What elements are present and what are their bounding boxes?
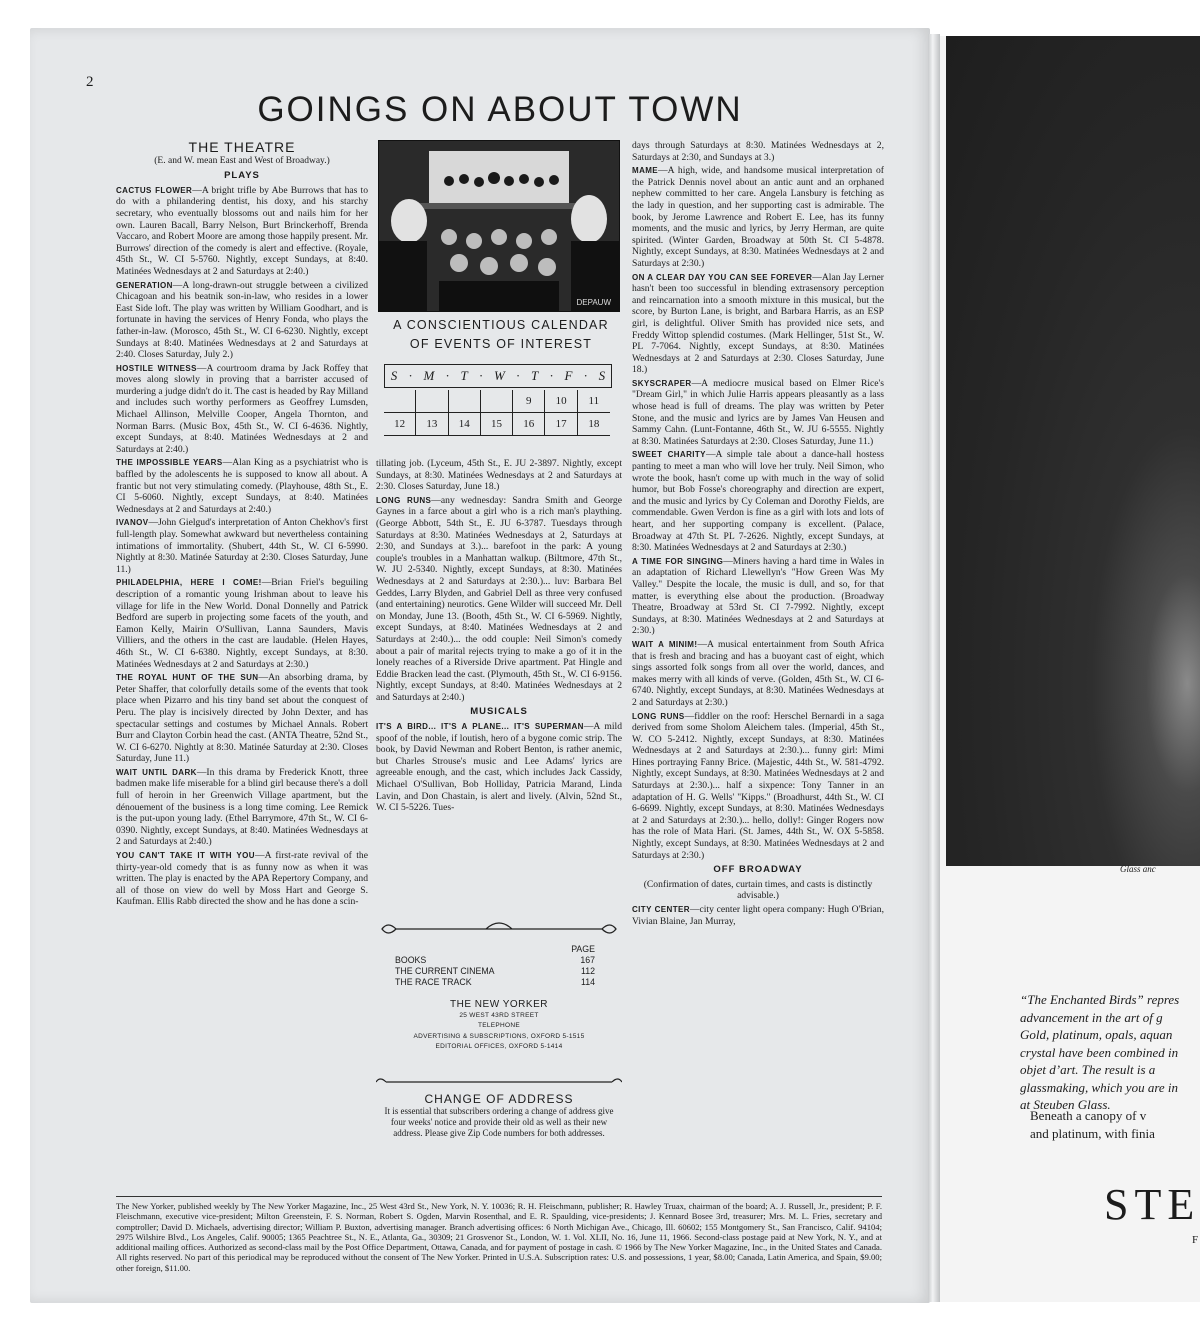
weekday-separator: · bbox=[549, 368, 553, 383]
plays-list bbox=[116, 185, 368, 908]
masthead-editorial: EDITORIAL OFFICES, OXFORD 5-1414 bbox=[435, 1043, 563, 1050]
weekday-label: S bbox=[390, 368, 398, 383]
calendar-weekday-row bbox=[384, 364, 612, 388]
listing-entry bbox=[632, 165, 884, 269]
listing-text: —An absorbing drama, by Peter Shaffer, that colorfully details some of the events that took place when Pizarro and his tiny band set about the conquest of Peru. The play is incisively directed by John Dexter, and has spectacular settings and costumes by Michael Annals. Robert Burr and Clayton Corbin head the cast. (ANTA Theatre, 52nd St., W. CI 6-6270. Nightly at 8:30. Matinée Saturday at 2:30. Closes Saturday, June 11.) bbox=[116, 672, 368, 765]
calendar-day-cell: 11 bbox=[578, 390, 610, 413]
listing-name: PHILADELPHIA, HERE I COME! bbox=[116, 578, 262, 588]
masthead-telephone: TELEPHONE bbox=[477, 1022, 521, 1029]
ad-text-line: at Steuben Glass. bbox=[1020, 1097, 1111, 1112]
listing-text: —A musical entertainment from South Africa that is fresh and bracing and has a buoyant cast of eight, which sings assorted folk songs from all over the world, dances, and makes merry with all kinds of verve. (Golden, 45th St., W. CI 6-6740. Nightly, except Sundays, at 8:30. Matinées Wednesdays at 2 and Saturdays at 2:30.) bbox=[632, 638, 884, 708]
calendar-heading bbox=[376, 316, 626, 354]
listing-text: —Miners having a hard time in Wales in an adaptation of Richard Llewellyn's "How Green Was My Valley." Despite the locale, the music is dull, and so, for that matter, is everything else about the production. (Broadway Theatre, Broadway at 53rd St. CI 7-7992. Nightly, except Sundays, at 8:30. Matinées Wednesdays at 2 and Saturdays at 2:30.) bbox=[632, 555, 884, 637]
musicals-heading: MUSICALS bbox=[470, 706, 528, 718]
calendar-day-cell bbox=[449, 390, 481, 413]
weekday-separator: · bbox=[583, 368, 588, 383]
calendar-day-cell: 12 bbox=[384, 413, 416, 436]
listing-name: YOU CAN'T TAKE IT WITH YOU bbox=[116, 851, 255, 861]
column-middle bbox=[376, 458, 622, 816]
long-runs-heading: LONG RUNS bbox=[376, 495, 432, 505]
calendar-heading-line2: OF EVENTS OF INTEREST bbox=[409, 337, 593, 351]
listing-name: MAME bbox=[632, 166, 659, 176]
ad-brand-wordmark: STE bbox=[1104, 1180, 1200, 1229]
calendar-day-cell: 13 bbox=[416, 413, 448, 436]
calendar-day-cell bbox=[384, 390, 416, 413]
listing-entry bbox=[116, 280, 368, 361]
listing-text: —A bright trifle by Abe Burrows that has to do with a philandering dentist, his doxy, and his starchy secretary, who eventually blossoms out and nails him for her own. Lauren Bacall, Barry Nelson, Burt Brinckerhoff, Brenda Vaccaro, and Robert Moore are among those happily present. Mr. Burrows' direction of the comedy is alert and effective. (Royale, 45th St., W. CI 5-5760. Nightly, except Sundays, at 8:40. Matinées Wednesdays at 2 and Saturdays at 2:40.) bbox=[116, 184, 369, 277]
listing-name: THE IMPOSSIBLE YEARS bbox=[116, 458, 223, 468]
listing-name: LONG RUNS bbox=[632, 711, 685, 721]
weekday-label: S bbox=[598, 368, 606, 383]
musical-text: —A mild spoof of the noble, if loutish, hero of a bygone comic strip. The book, by David Newman and Robert Benton, is rather anemic, but Charles Strouse's music and Lee Adams' lyrics are agreeable enough, and the cast, which includes Jack Cassidy, Michael O'Sullivan, Bob Holliday, Patricia Marand, Linda Lavin, and Don Chastain, is alert and lively. (Alvin, 52nd St., W. CI 5-5226. Tues- bbox=[376, 721, 623, 814]
calendar-day-cell: 10 bbox=[545, 390, 577, 413]
calendar-date-grid bbox=[384, 390, 610, 436]
listing-text: —In this drama by Frederick Knott, three badmen make life miserable for a blind girl because there's a doll full of heroin in her Greenwich Village apartment, but the dénouement of the business is a long time coming. Lee Remick is the put-upon young lady. (Ethel Barrymore, 47th St., W. CI 6-0390. Nightly, except Sundays, at 8:40. Matinées Wednesdays at 2 and Saturdays at 2:40.) bbox=[116, 766, 368, 848]
ad-text-line: Beneath a canopy of v bbox=[1030, 1108, 1147, 1123]
listing-entry bbox=[116, 577, 368, 670]
weekday-label: T bbox=[460, 368, 468, 383]
ad-text-line: advancement in the art of g bbox=[1020, 1009, 1163, 1025]
index-row bbox=[395, 966, 595, 977]
listing-entry bbox=[632, 449, 884, 553]
city-center-name: CITY CENTER bbox=[632, 905, 690, 914]
masthead-block bbox=[376, 1000, 622, 1053]
listing-entry bbox=[116, 363, 368, 456]
index-page-label: PAGE bbox=[571, 944, 595, 954]
weekday-label: W bbox=[493, 368, 505, 383]
listing-text: —Brian Friel's beguiling description of a romantic young Irishman about to leave his village for life in the New World. Donal Donnelly and Patrick Bedford are superb in projecting some facets of the youth, and Eamon Kelly, Mairin O'Sullivan, Lanna Saunders, Mavis Villiers, and the others in the cast are laudable. (Helen Hayes, 46th St., W. CI 6-6380. Nightly, except Sundays, at 8:30. Matinées Wednesdays at 2 and Saturdays at 2:30.) bbox=[116, 577, 368, 670]
ad-quote-text bbox=[1020, 991, 1200, 1114]
listing-entry bbox=[116, 457, 368, 515]
listing-text: —Alan Jay Lerner hasn't been too successful in blending extrasensory perception and reincarnation into a smooth mixture in this musical, but the score, by Burton Lane, is bright, and Barbara Harris, as an ESP girl, is delightful. Oliver Smith has provided nice sets, and Freddy Wittop splendid costumes. (Mark Hellinger, 51st St., W. PL 7-7064. Nightly, except Sundays, at 8:30. Matinées Wednesdays at 2 and Saturdays at 2:30. Closes Saturday, June 18.) bbox=[632, 271, 884, 376]
plays-heading: PLAYS bbox=[224, 170, 260, 182]
ad-text-line: crystal have been combined in bbox=[1020, 1044, 1179, 1060]
continued-text: tillating job. (Lyceum, 45th St., E. JU 2-3897. Nightly, except Sundays, at 8:30. Matinées Wednesdays at 2 and Saturdays at 2:30. Closes Saturday, June 18.) bbox=[376, 458, 622, 493]
continued-text-right: days through Saturdays at 8:30. Matinées Wednesdays at 2, Saturdays at 2:30, and Sundays at 3.) bbox=[632, 140, 884, 163]
listing-text: —A high, wide, and handsome musical interpretation of the Patrick Dennis novel about an antic aunt and an orphaned nephew committed to her care. Angela Lansbury is fetching as the lady in question, and her supporting cast is admirable. The book, by Jerome Lawrence and Robert E. Lee, has its funny moments, and the music and lyrics, by Jerry Herman, are quite spirited. (Winter Garden, Broadway at 50th St. CI 5-4878. Nightly, except Sundays, at 8:30. Matinées Wednesdays at 2 and Saturdays at 2:30.) bbox=[632, 165, 884, 269]
ad-text-line: “The Enchanted Birds” repres bbox=[1020, 992, 1180, 1007]
index-row-page: 167 bbox=[580, 955, 595, 965]
decorative-flourish-2 bbox=[376, 1074, 622, 1090]
listing-entry bbox=[632, 711, 884, 862]
index-row-page: 112 bbox=[580, 966, 595, 976]
masthead-name: THE NEW YORKER bbox=[450, 999, 548, 1010]
listing-name: THE ROYAL HUNT OF THE SUN bbox=[116, 673, 259, 683]
musicals-list bbox=[632, 165, 884, 861]
listing-text: —John Gielgud's interpretation of Anton Chekhov's first full-length play. Somewhat awkward but nevertheless containing intimations of immortality. (Shubert, 44th St., W. CI 6-5990. Nightly at 8:30. Matinée Saturday at 2:30. Closes Saturday, June 11.) bbox=[116, 517, 368, 575]
weekday-separator: · bbox=[408, 368, 412, 383]
listing-name: WAIT UNTIL DARK bbox=[116, 767, 197, 777]
listing-text: —A courtroom drama by Jack Roffey that moves along slowly in proving that a barrister accused of murdering a judge didn't do it. The cast is headed by Ray Milland and includes such worthy performers as Geoffrey Lumsden, Michael Allinson, Melville Cooper, Angela Thornton, and Norman Barrs. (Music Box, 45th St., W. CI 6-4636. Nightly, except Sundays, at 8:40. Matinées Wednesdays at 2 and Saturdays at 2:40.) bbox=[116, 362, 368, 455]
listing-entry bbox=[116, 185, 368, 278]
off-broadway-heading: OFF BROADWAY bbox=[713, 864, 803, 876]
theatre-audience-illustration bbox=[378, 140, 620, 312]
index-row-label: BOOKS bbox=[395, 955, 427, 965]
page-number: 2 bbox=[86, 74, 94, 90]
ad-body-text bbox=[1030, 1107, 1200, 1142]
listing-entry bbox=[116, 517, 368, 575]
city-center-entry bbox=[632, 904, 884, 927]
listing-entry bbox=[632, 378, 884, 448]
column-right bbox=[632, 140, 884, 929]
change-of-address-text: It is essential that subscribers ordering a change of address give four weeks' notice and provide their old as well as their new address. Please give Zip Code numbers for both addresses. bbox=[384, 1106, 614, 1138]
calendar-day-cell bbox=[481, 390, 513, 413]
ad-brand-subline: F bbox=[1192, 1234, 1199, 1246]
change-of-address-heading: CHANGE OF ADDRESS bbox=[424, 1092, 574, 1106]
index-row-label: THE CURRENT CINEMA bbox=[395, 966, 495, 976]
ad-text-line: objet d’art. The result is a bbox=[1020, 1062, 1156, 1077]
calendar-day-cell: 15 bbox=[481, 413, 513, 436]
index-row bbox=[395, 955, 595, 966]
weekday-label: M bbox=[423, 368, 435, 383]
index-row-label: THE RACE TRACK bbox=[395, 977, 472, 987]
calendar-day-cell: 9 bbox=[513, 390, 545, 413]
musical-name: IT'S A BIRD... IT'S A PLANE... IT'S SUPERMAN bbox=[376, 722, 584, 732]
ad-text-line: and platinum, with finia bbox=[1030, 1125, 1155, 1141]
weekday-label: F bbox=[564, 368, 573, 383]
illustration-drawing bbox=[379, 141, 619, 311]
page-title: GOINGS ON ABOUT TOWN bbox=[257, 90, 743, 129]
weekday-separator: · bbox=[479, 368, 483, 383]
weekday-label: T bbox=[531, 368, 539, 383]
weekday-separator: · bbox=[445, 368, 450, 383]
page-gutter bbox=[928, 34, 940, 1302]
calendar-day-cell: 14 bbox=[449, 413, 481, 436]
ad-text-line: glassmaking, which you are in bbox=[1020, 1079, 1179, 1095]
weekday-separator: · bbox=[516, 368, 520, 383]
listing-name: SWEET CHARITY bbox=[632, 450, 706, 460]
calendar-heading-line1: A CONSCIENTIOUS CALENDAR bbox=[393, 318, 609, 332]
index-row-page: 114 bbox=[580, 977, 595, 987]
listing-name: HOSTILE WITNESS bbox=[116, 363, 197, 373]
index-row bbox=[395, 977, 595, 988]
listing-entry bbox=[632, 639, 884, 709]
city-center-text: —city center light opera company: Hugh O'Brian, Vivian Blaine, Jan Murray, bbox=[632, 904, 884, 927]
listing-text: —fiddler on the roof: Herschel Bernardi in a saga derived from some Sholom Aleichem tales. (Imperial, 45th St., W. CO 5-2412. Nightly, except Sundays, at 8:30. Matinées Wednesdays at 2 and Saturdays at 2:30.)... funny girl: Mimi Hines portraying Fanny Brice. (Majestic, 44th St., W. 581-4792. Nightly, except Sundays, at 8:30. Matinées Wednesdays at 2 and Saturdays at 2:30.)... half a sixpence: Tony Tanner in an adaptation of H. G. Wells' "Kipps." (Broadhurst, 44th St., W. CI 6-6699. Nightly, except Sundays, at 8:30. Matinées Wednesdays at 2 and Saturdays at 2:30.)... hello, dolly!: Ginger Rogers now has the role of Mata Hari. (St. James, 44th St., W. OX 5-5858. Nightly, except Sundays, at 8:30. Matinées Wednesdays at 2 and Saturdays at 2:30.) bbox=[632, 710, 884, 861]
index-rows bbox=[395, 955, 595, 988]
long-runs-entry bbox=[376, 495, 622, 704]
listing-name: WAIT A MINIM! bbox=[632, 639, 698, 649]
calendar-day-cell: 17 bbox=[545, 413, 577, 436]
long-runs-text: —any wednesday: Sandra Smith and George Gaynes in a farce about a girl who is a rich man's plaything. (George Abbott, 54th St., E. JU 6-3787. Tuesdays through Saturdays at 8:30. Matinées Wednesdays at 2, Saturdays at 2:30, and Sundays at 3.)... barefoot in the park: A young couple's troubles in a Manhattan walkup. (Biltmore, 47th St., W. JU 2-5340. Nightly, except Sundays, at 8:30. Matinées Wednesdays at 2 and Saturdays at 2:30.)... luv: Barbara Bel Geddes, Larry Blyden, and Gabriel Dell as three very confused (and entertaining) neurotics. Gene Wilder will succeed Mr. Dell on Monday, June 13. (Booth, 45th St., W. CI 6-5969. Nightly, except Sundays, at 8:40. Matinées Wednesdays at 2 and Saturdays at 2:40.)... the odd couple: Neil Simon's comedy about a pair of marital rejects trying to make a go of it in the lonely reaches of a Riverside Drive apartment. Pat Hingle and Eddie Bracken lead the cast. (Plymouth, 45th St., W. CI 6-9156. Nightly, except Sundays, at 8:40. Matinées Wednesdays at 2 and Saturdays at 2:40.) bbox=[376, 494, 622, 703]
listing-name: CACTUS FLOWER bbox=[116, 185, 193, 195]
listing-entry bbox=[116, 850, 368, 908]
off-broadway-note: (Confirmation of dates, curtain times, and casts is distinctly advisable.) bbox=[643, 878, 873, 902]
listing-text: —A simple tale about a dance-hall hostess panting to meet a man who will love her truly. Neil Simon, who wrote the book, hasn't come up with much in the way of solid humor, but Bob Fosse's choreography and direction are expert, and the music and lyrics by Cy Coleman and Dorothy Fields, are commendable. Gwen Verdon is fine as a girl with lots and lots of heart, and her supporting company is excellent. (Palace, Broadway at 47th St. PL 7-2626. Nightly, except Sundays, at 8:30. Matinées Wednesdays at 2 and Saturdays at 2:30.) bbox=[632, 449, 884, 554]
calendar-day-cell: 16 bbox=[513, 413, 545, 436]
ad-photo-caption: Glass anc bbox=[1120, 864, 1156, 874]
section-theatre-heading: THE THEATRE bbox=[188, 139, 296, 155]
listing-name: A TIME FOR SINGING bbox=[632, 556, 724, 566]
listing-entry bbox=[632, 556, 884, 637]
musical-entry bbox=[376, 721, 622, 814]
listing-name: IVANOV bbox=[116, 518, 149, 528]
listing-name: ON A CLEAR DAY YOU CAN SEE FOREVER bbox=[632, 272, 813, 282]
column-left bbox=[116, 139, 369, 910]
index-header bbox=[395, 944, 595, 955]
masthead-address: 25 WEST 43RD STREET bbox=[459, 1011, 539, 1019]
listing-text: —A mediocre musical based on Elmer Rice's "Dream Girl," in which Julie Harris appears pleasantly as a lass whose head is full of dreams. The play was written by Peter Stone, and the music and lyrics are by James Van Heusen and Sammy Cahn. (Lunt-Fontanne, 46th St., W. JU 6-5555. Nightly at 8:30. Matinées Saturdays at 2:30. Closes Saturday, June 11.) bbox=[632, 377, 884, 447]
listing-text: —A long-drawn-out struggle between a civilized Chicagoan and his beatnik son-in-law, who resides in a lower East Side loft. The play was written by William Goodhart, and is fortunate in having the services of Henry Fonda, who plays the father-in-law. (Morosco, 45th St., W. CI 6-6230. Nightly, except Sundays at 8:40. Matinées Wednesdays at 2 and Saturdays at 2:40. Closes Saturday, July 2.) bbox=[116, 279, 368, 361]
masthead-advertising: ADVERTISING & SUBSCRIPTIONS, OXFORD 5-1515 bbox=[413, 1032, 585, 1040]
illustrator-signature: DEPAUW bbox=[576, 298, 611, 307]
magazine-right-page-ad bbox=[940, 36, 1200, 1302]
calendar-day-cell: 18 bbox=[578, 413, 610, 436]
listing-text: —Alan King as a psychiatrist who is baffled by the adolescents he is supposed to know all about. A frantic but not very stimulating comedy. (Playhouse, 48th St., E. CI 5-6060. Nightly, except Sundays, at 8:40. Matinées Wednesdays at 2 and Saturdays at 2:40.) bbox=[116, 457, 368, 515]
publication-imprint: The New Yorker, published weekly by The New Yorker Magazine, Inc., 25 West 43rd St., New York, N. Y. 10036; R. H. Fleischmann, publisher; R. Hawley Truax, chairman of the board; A. J. Russell, Jr., president; P. F. Fleischmann, executive vice-president; Milton Greenstein, F. S. Norman, Robert S. Ogden, Marvin Rosenthal, and E. R. Spaulding, vice-presidents; J. Kennard Bosee 3rd, treasurer; Mrs. M. L. Fries, secretary and comptroller; David D. Michaels, advertising director; William P. Buxton, advertising manager. Branch advertising offices: 6 North Michigan Ave., Chicago, Ill. 60602; 155 Montgomery St., San Francisco, Calif. 94104; 2975 Wilshire Blvd., Los Angeles, Calif. 90005; 1365 Peachtree St., N. E., Atlanta, Ga., 30309; 21 Grosvenor St., London, W. 1. Vol. XLII, No. 16, June 11, 1966. Second-class postage paid at New York, N. Y., and at additional mailing offices. Authorized as second-class mail by the Post Office Department, Ottawa, Canada, and for payment of postage in cash. © 1966 by The New Yorker Magazine, Inc., in the United States and Canada. All rights reserved. No part of this periodical may be reproduced without the consent of The New Yorker. Printed in U.S.A. Subscription rates: U.S. and possessions, 1 year, $8.00; Canada, Latin America, and Spain, $9.00; other foreign, $11.00. bbox=[116, 1196, 882, 1273]
decorative-flourish bbox=[376, 918, 622, 940]
abbreviation-note: (E. and W. mean East and West of Broadway.) bbox=[154, 155, 330, 166]
listing-entry bbox=[116, 767, 368, 848]
ad-text-line: Gold, platinum, opals, aquan bbox=[1020, 1027, 1173, 1042]
departments-index bbox=[395, 944, 595, 988]
ad-photograph bbox=[946, 36, 1200, 866]
listing-name: SKYSCRAPER bbox=[632, 378, 692, 388]
listing-entry bbox=[632, 272, 884, 376]
listing-text: —A first-rate revival of the thirty-year-old comedy that is as funny now as when it was written. The play is enacted by the APA Repertory Company, and all of those on view do well by Moss Hart and George S. Kaufman. Ellis Rabb directed the show and he has done a scin- bbox=[116, 850, 368, 908]
calendar-day-cell bbox=[416, 390, 448, 413]
listing-name: GENERATION bbox=[116, 280, 173, 290]
listing-entry bbox=[116, 672, 368, 765]
